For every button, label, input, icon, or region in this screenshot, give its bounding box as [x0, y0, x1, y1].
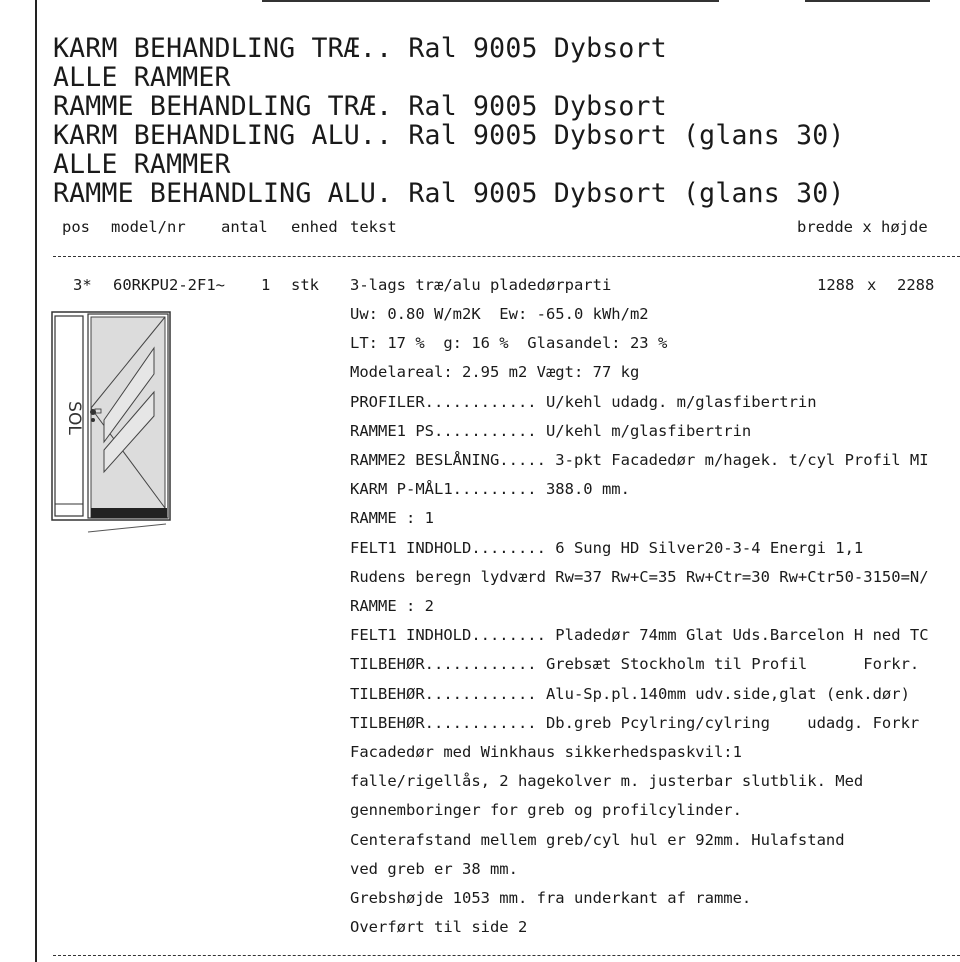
header-line-4: KARM BEHANDLING ALU.. Ral 9005 Dybsort (glans 30)	[53, 120, 845, 151]
col-header-dims: bredde x højde	[797, 218, 928, 236]
detail-line: Rudens beregn lydværd Rw=37 Rw+C=35 Rw+Ctr=30 Rw+Ctr50-3150=N/	[350, 567, 929, 586]
detail-line: RAMME : 2	[350, 597, 434, 615]
detail-line: FELT1 INDHOLD........ Pladedør 74mm Glat Uds.Barcelon H ned TC	[350, 626, 929, 645]
top-rule-right	[805, 0, 930, 2]
detail-line: LT: 17 % g: 16 % Glasandel: 23 %	[350, 334, 668, 353]
item-hojde: 2288	[897, 276, 935, 294]
door-threshold	[91, 508, 167, 518]
detail-line: RAMME1 PS........... U/kehl m/glasfibertrin	[350, 421, 752, 440]
item-tekst: 3-lags træ/alu pladedørparti	[350, 276, 612, 294]
detail-line: TILBEHØR............ Db.greb Pcylring/cylring udadg. Forkr	[350, 713, 920, 732]
detail-line: Uw: 0.80 W/m2K Ew: -65.0 kWh/m2	[350, 305, 649, 323]
header-line-1: KARM BEHANDLING TRÆ.. Ral 9005 Dybsort	[53, 33, 667, 64]
detail-line: KARM P-MÅL1......... 388.0 mm.	[350, 480, 630, 499]
detail-line: Overført til side 2	[350, 918, 528, 937]
item-model: 60RKPU2-2F1~	[113, 276, 225, 294]
col-header-tekst: tekst	[350, 218, 397, 236]
sidelight-sill	[55, 504, 83, 516]
door-leaf-panel	[91, 317, 165, 517]
detail-line: RAMME : 1	[350, 509, 434, 528]
detail-line: TILBEHØR............ Grebsæt Stockholm til Profil Forkr.	[350, 655, 920, 674]
header-line-2: ALLE RAMMER	[53, 62, 231, 93]
header-line-6: RAMME BEHANDLING ALU. Ral 9005 Dybsort (glans 30)	[53, 178, 845, 209]
detail-line: TILBEHØR............ Alu-Sp.pl.140mm udv.side,glat (enk.dør)	[350, 684, 910, 703]
col-header-enhed: enhed	[291, 218, 338, 236]
item-bredde: 1288	[817, 276, 855, 294]
detail-line: PROFILER............ U/kehl udadg. m/glasfibertrin	[350, 392, 817, 411]
header-line-3: RAMME BEHANDLING TRÆ. Ral 9005 Dybsort	[53, 91, 667, 122]
col-header-model: model/nr	[111, 218, 186, 236]
item-times: x	[867, 276, 877, 294]
item-pos: 3*	[73, 276, 92, 294]
dashed-divider-bottom	[53, 955, 960, 956]
header-line-5: ALLE RAMMER	[53, 149, 231, 180]
col-header-antal: antal	[221, 218, 268, 236]
item-antal: 1	[261, 276, 271, 294]
detail-line: Facadedør med Winkhaus sikkerhedspaskvil:1	[350, 743, 742, 761]
detail-line: ved greb er 38 mm.	[350, 859, 518, 878]
detail-line: falle/rigellås, 2 hagekolver m. justerbar slutblik. Med	[350, 772, 864, 791]
door-drawing	[48, 308, 174, 536]
detail-line: FELT1 INDHOLD........ 6 Sung HD Silver20-3-4 Energi 1,1	[350, 538, 864, 557]
top-rule-left	[262, 0, 719, 2]
detail-line: Grebshøjde 1053 mm. fra underkant af ramme.	[350, 889, 752, 907]
col-header-pos: pos	[62, 218, 90, 236]
detail-line: Modelareal: 2.95 m2 Vægt: 77 kg	[350, 363, 640, 382]
item-enhed: stk	[291, 276, 319, 294]
dashed-divider-top	[53, 256, 960, 257]
detail-line: Centerafstand mellem greb/cyl hul er 92mm. Hulafstand	[350, 830, 845, 849]
page-left-border	[35, 0, 37, 962]
detail-line: RAMME2 BESLÅNING..... 3-pkt Facadedør m/hagek. t/cyl Profil MI	[350, 451, 929, 469]
sidelight-label: SOL	[64, 401, 84, 435]
detail-line: gennemboringer for greb og profilcylinder.	[350, 801, 742, 820]
